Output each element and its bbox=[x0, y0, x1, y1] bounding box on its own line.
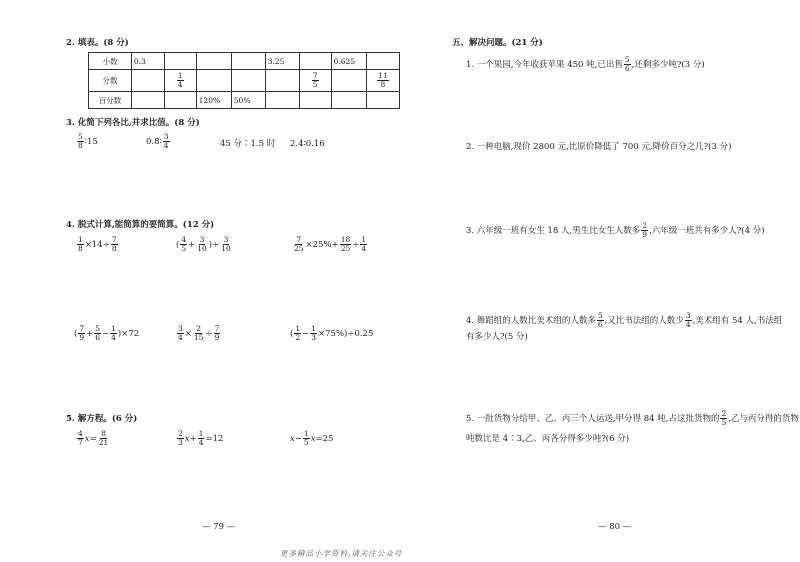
cell bbox=[231, 53, 265, 70]
q4-e6: ( $\frac{1}{2}$ − $\frac{1}{3}$ ×75%)÷0.25 bbox=[290, 324, 374, 342]
cell bbox=[366, 70, 399, 92]
q2-title: 2. 填表。(8 分) bbox=[66, 38, 129, 48]
right-page bbox=[400, 0, 800, 562]
problem-2: 2. 一种电脑,现价 2800 元,比原价降低了 700 元,降价百分之几?(3 分) bbox=[466, 142, 732, 152]
problem-5: 5. 一批货物分给甲、乙、丙三个人运送,甲分得 84 吨,占这批货物的 $\frac{2}{5}$ ,乙与丙分得的货物 bbox=[466, 409, 799, 427]
footer-text: 更多精品小学资料,请关注公众号 bbox=[280, 549, 403, 558]
problem-5-cont: 吨数比是 4∶3,乙、丙各分得多少吨?(6 分) bbox=[466, 434, 630, 444]
cell: 50% bbox=[231, 92, 265, 109]
q4-e2: ( $\frac{4}{5}$ + $\frac{3}{10}$ )÷ $\frac{3}{10}$ bbox=[176, 235, 231, 253]
q4-e1: $\frac{1}{8}$ ×14÷ $\frac{7}{8}$ bbox=[78, 235, 117, 253]
table-row bbox=[89, 92, 400, 109]
problem-4-cont: 有多少人?(5 分) bbox=[466, 332, 528, 342]
q3-title: 3. 化简下列各比,并求比值。(8 分) bbox=[66, 118, 200, 128]
q5-e1: $\frac{4}{7}$ x= $\frac{8}{21}$ bbox=[78, 429, 109, 447]
table-row bbox=[89, 53, 400, 70]
cell bbox=[164, 70, 196, 92]
q3-c: 45 分∶1.5 时 bbox=[220, 139, 276, 149]
section-title: 五、解决问题。(21 分) bbox=[452, 38, 543, 48]
q4-e3: $\frac{7}{25}$ ×25%+ $\frac{18}{25}$ ÷ $\frac{1}{4}$ bbox=[294, 235, 367, 253]
cell bbox=[131, 70, 164, 92]
cell bbox=[164, 53, 196, 70]
cell bbox=[299, 53, 331, 70]
cell bbox=[366, 53, 399, 70]
cell bbox=[231, 70, 265, 92]
problem-4: 4. 舞蹈组的人数比美术组的人数多 $\frac{5}{6}$ ,又比书法组的人数少 $\frac{3}{4}$ ,美术组有 54 人,书法组 bbox=[466, 311, 783, 329]
cell bbox=[331, 92, 366, 109]
q4-e5: $\frac{3}{4}$ × $\frac{2}{15}$ ÷ $\frac{7}{9}$ bbox=[178, 324, 220, 342]
fraction: $\frac{11}{8}$ bbox=[378, 71, 388, 89]
cell bbox=[164, 92, 196, 109]
q3-d: 2.4∶0.16 bbox=[290, 139, 325, 149]
row-label: 分数 bbox=[89, 70, 132, 92]
q3-b: 0.8∶ $\frac{3}{4}$ bbox=[146, 132, 169, 150]
table-row bbox=[89, 70, 400, 92]
cell bbox=[265, 92, 299, 109]
cell: 0.625 bbox=[331, 53, 366, 70]
q5-title: 5. 解方程。(6 分) bbox=[66, 414, 138, 424]
fill-table bbox=[88, 52, 400, 109]
cell bbox=[366, 92, 399, 109]
q4-e4: ( $\frac{7}{9}$ + $\frac{5}{6}$ − $\frac{1}{4}$ )×72 bbox=[74, 324, 140, 342]
q5-e2: $\frac{2}{3}$ x+ $\frac{1}{4}$ =12 bbox=[178, 429, 224, 447]
fraction: $\frac{7}{5}$ bbox=[312, 71, 318, 89]
cell bbox=[131, 92, 164, 109]
cell bbox=[331, 70, 366, 92]
cell bbox=[299, 70, 331, 92]
problem-1: 1. 一个果园,今年收获苹果 450 吨,已出售 $\frac{5}{6}$ ,还剩多少吨?(3 分) bbox=[466, 55, 705, 73]
q4-title: 4. 脱式计算,能简算的要简算。(12 分) bbox=[66, 220, 215, 230]
cell: 3.25 bbox=[265, 53, 299, 70]
cell: 120% bbox=[196, 92, 231, 109]
cell bbox=[196, 70, 231, 92]
problem-3: 3. 六年级一班有女生 18 人,男生比女生人数多 $\frac{2}{9}$ ,六年级一班共有多少人?(4 分) bbox=[466, 221, 765, 239]
row-label: 百分数 bbox=[89, 92, 132, 109]
cell: 0.3 bbox=[131, 53, 164, 70]
cell bbox=[299, 92, 331, 109]
row-label: 小数 bbox=[89, 53, 132, 70]
cell bbox=[265, 70, 299, 92]
page-number: — 79 — bbox=[202, 522, 236, 532]
q3-a: $\frac{5}{8}$ ∶15 bbox=[78, 132, 98, 150]
q5-e3: x− $\frac{1}{5}$ x=25 bbox=[290, 429, 334, 447]
cell bbox=[196, 53, 231, 70]
page-number: — 80 — bbox=[598, 522, 632, 532]
fraction: $\frac{1}{4}$ bbox=[177, 71, 183, 89]
